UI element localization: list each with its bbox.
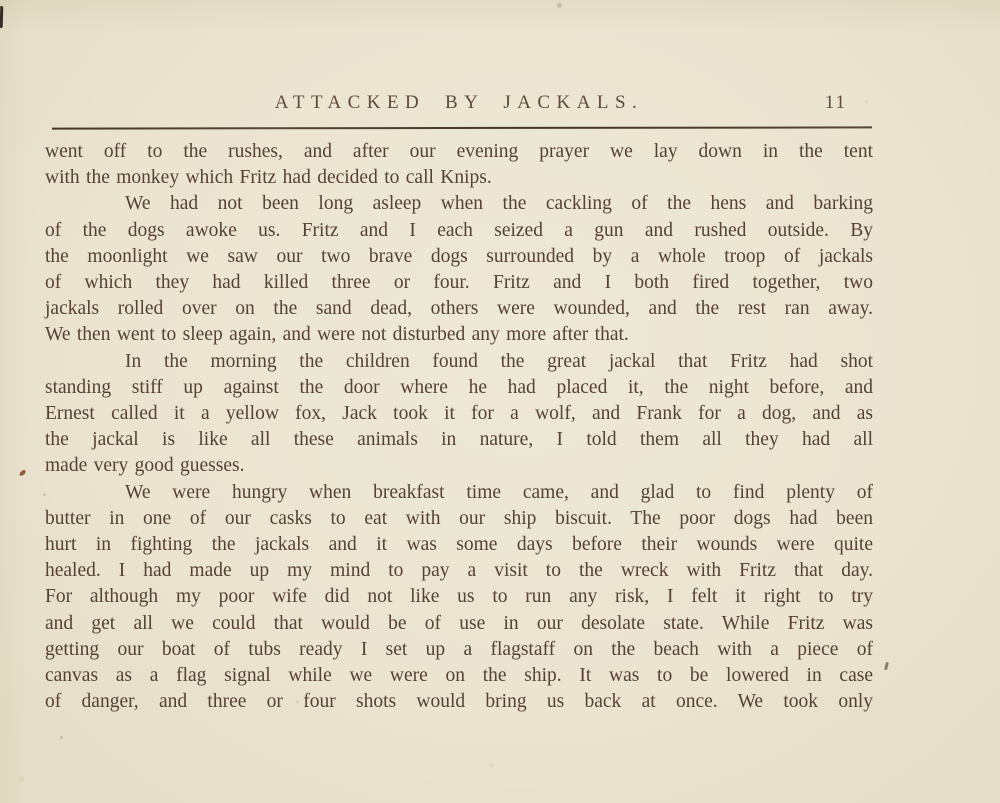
stray-tick-mark xyxy=(884,662,889,670)
text-line: the moonlight we saw our two brave dogs surrounded by a whole troop of jackals xyxy=(45,245,873,267)
text-line: For although my poor wife did not like us to run any risk, I felt it right to try xyxy=(45,586,873,608)
text-line: Ernest called it a yellow fox, Jack took it for a wolf, and Frank for a dog, and as xyxy=(45,403,873,425)
text-line: of the dogs awoke us. Fritz and I each seized a gun and rushed outside. By xyxy=(45,219,873,241)
text-line: with the monkey which Fritz had decided to call Knips. xyxy=(45,167,492,189)
text-line: of which they had killed three or four. Fritz and I both fired together, two xyxy=(45,272,873,294)
running-head-title: ATTACKED BY JACKALS. xyxy=(274,92,644,113)
text-line: healed. I had made up my mind to pay a visit to the wreck with Fritz that day. xyxy=(45,560,873,582)
text-line: We had not been long asleep when the cackling of the hens and barking xyxy=(125,193,873,215)
text-line: In the morning the children found the great jackal that Fritz had shot xyxy=(125,350,873,372)
header-rule xyxy=(52,126,872,129)
text-line: standing stiff up against the door where he had placed it, the night before, and xyxy=(45,376,873,398)
page-text xyxy=(45,139,873,715)
text-line: and get all we could that would be of use in our desolate state. While Fritz was xyxy=(45,612,873,634)
ink-fleck-mark xyxy=(18,469,26,476)
text-line: of danger, and three or four shots would bring us back at once. We took only xyxy=(45,691,873,713)
scan-edge-mark xyxy=(0,6,3,28)
text-line: We were hungry when breakfast time came, and glad to find plenty of xyxy=(125,481,873,503)
text-line: the jackal is like all these animals in nature, I told them all they had all xyxy=(45,429,873,451)
page-number: 11 xyxy=(824,92,847,113)
text-line: We then went to sleep again, and were not disturbed any more after that. xyxy=(45,324,629,346)
text-line: jackals rolled over on the sand dead, others were wounded, and the rest ran away. xyxy=(45,298,873,320)
text-line: butter in one of our casks to eat with our ship biscuit. The poor dogs had been xyxy=(45,507,873,529)
running-header xyxy=(45,92,873,118)
text-line: getting our boat of tubs ready I set up a flagstaff on the beach with a piece of xyxy=(45,638,873,660)
text-line: made very good guesses. xyxy=(45,455,245,477)
text-line: went off to the rushes, and after our evening prayer we lay down in the tent xyxy=(45,141,873,162)
text-line: canvas as a flag signal while we were on the ship. It was to be lowered in case xyxy=(45,665,873,687)
text-line: hurt in fighting the jackals and it was some days before their wounds were quite xyxy=(45,534,873,556)
